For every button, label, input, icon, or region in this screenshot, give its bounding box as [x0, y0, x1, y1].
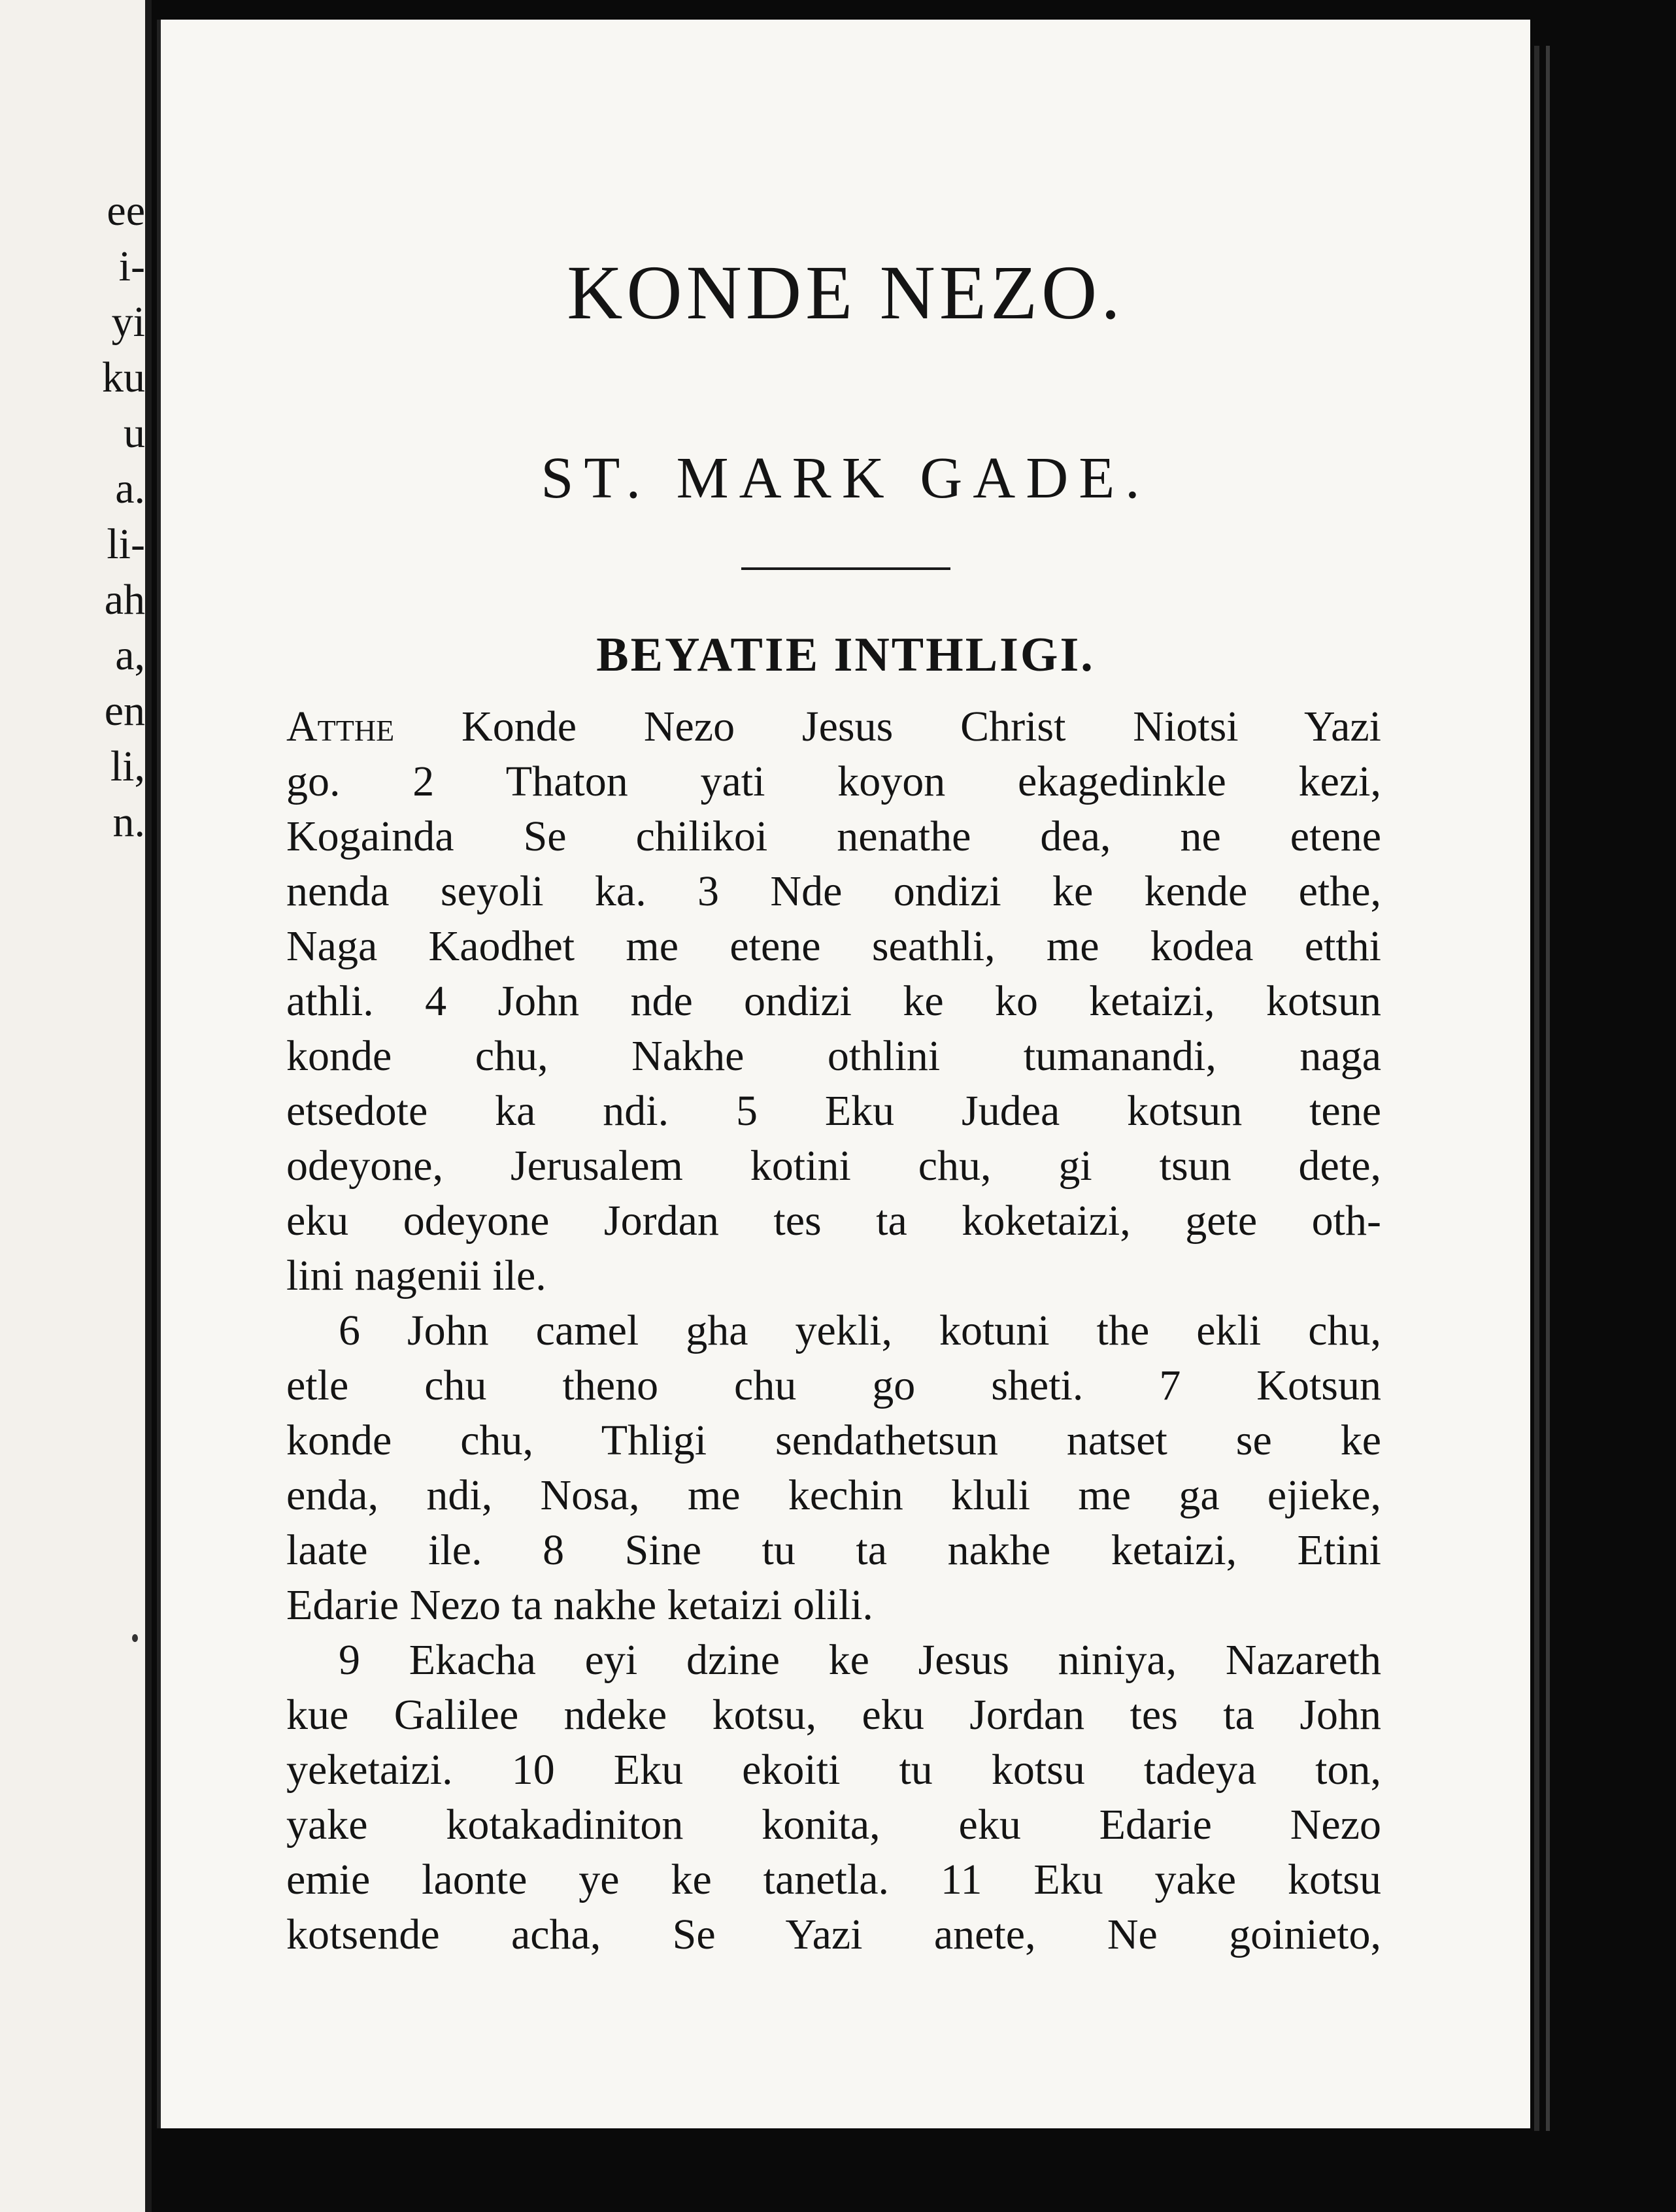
left-page-fragment: ah: [104, 576, 145, 624]
page-edge-shadow: [1534, 46, 1539, 2131]
text-line: enda, ndi, Nosa, me kechin kluli me ga ejieke,: [286, 1471, 1381, 1519]
page-subtitle: ST. MARK GADE.: [541, 446, 1150, 511]
left-page-fragment: ku: [102, 354, 145, 401]
left-page-fragment: a,: [115, 631, 145, 679]
left-page-fragment: n.: [112, 798, 145, 846]
book-page: [157, 20, 1530, 2128]
text-line: odeyone, Jerusalem kotini chu, gi tsun dete,: [286, 1142, 1381, 1190]
lead-word: Atthe: [286, 703, 395, 750]
previous-page-edge: [0, 0, 152, 2212]
left-page-fragment: en: [104, 687, 145, 735]
text-line: lini nagenii ile.: [286, 1252, 546, 1299]
text-line: konde chu, Thligi sendathetsun natset se ke: [286, 1416, 1381, 1464]
left-page-fragment: li,: [110, 743, 145, 790]
left-page-fragment: li-: [107, 520, 145, 568]
left-page-fragment: yi: [111, 298, 145, 346]
text-line: 6 John camel gha yekli, kotuni the ekli chu,: [339, 1307, 1381, 1354]
text-line: etle chu theno chu go sheti. 7 Kotsun: [286, 1362, 1381, 1409]
left-page-fragment: u: [124, 409, 145, 457]
text-line: 9 Ekacha eyi dzine ke Jesus niniya, Nazareth: [339, 1636, 1381, 1684]
left-page-fragment: i-: [118, 243, 145, 290]
text-span: Konde Nezo Jesus Christ Niotsi Yazi: [461, 703, 1382, 750]
title-rule: [741, 567, 950, 570]
section-heading: BEYATIE INTHLIGI.: [596, 628, 1095, 682]
text-line: yake kotakadiniton konita, eku Edarie Nezo: [286, 1801, 1381, 1849]
text-line: emie laonte ye ke tanetla. 11 Eku yake kotsu: [286, 1856, 1381, 1903]
text-line: athli. 4 John nde ondizi ke ko ketaizi, kotsun: [286, 977, 1381, 1025]
left-page-fragment: ee: [107, 187, 145, 235]
page-title: KONDE NEZO.: [567, 250, 1124, 335]
paragraph-3: [286, 1633, 1381, 1962]
text-line: laate ile. 8 Sine tu ta nakhe ketaizi, Etini: [286, 1526, 1381, 1574]
paragraph-2: [286, 1303, 1381, 1633]
paragraph-1: [286, 699, 1381, 1303]
page-edge-shadow: [1546, 46, 1550, 2131]
text-line: Edarie Nezo ta nakhe ketaizi olili.: [286, 1581, 873, 1629]
text-line: konde chu, Nakhe othlini tumanandi, naga: [286, 1032, 1381, 1080]
text-line: kotsende acha, Se Yazi anete, Ne goinieto,: [286, 1911, 1381, 1958]
text-line: kue Galilee ndeke kotsu, eku Jordan tes ta John: [286, 1691, 1381, 1739]
ink-speck: [132, 1634, 138, 1642]
text-line: Naga Kaodhet me etene seathli, me kodea etthi: [286, 922, 1381, 970]
text-line: yeketaizi. 10 Eku ekoiti tu kotsu tadeya ton,: [286, 1746, 1381, 1794]
text-line: nenda seyoli ka. 3 Nde ondizi ke kende ethe,: [286, 867, 1381, 915]
text-line: Kogainda Se chilikoi nenathe dea, ne etene: [286, 813, 1381, 860]
text-line: go. 2 Thaton yati koyon ekagedinkle kezi,: [286, 758, 1381, 805]
text-line: etsedote ka ndi. 5 Eku Judea kotsun tene: [286, 1087, 1381, 1135]
text-line: eku odeyone Jordan tes ta koketaizi, gete oth-: [286, 1197, 1381, 1245]
left-page-fragment: a.: [115, 465, 145, 512]
text-line: [286, 699, 1381, 754]
